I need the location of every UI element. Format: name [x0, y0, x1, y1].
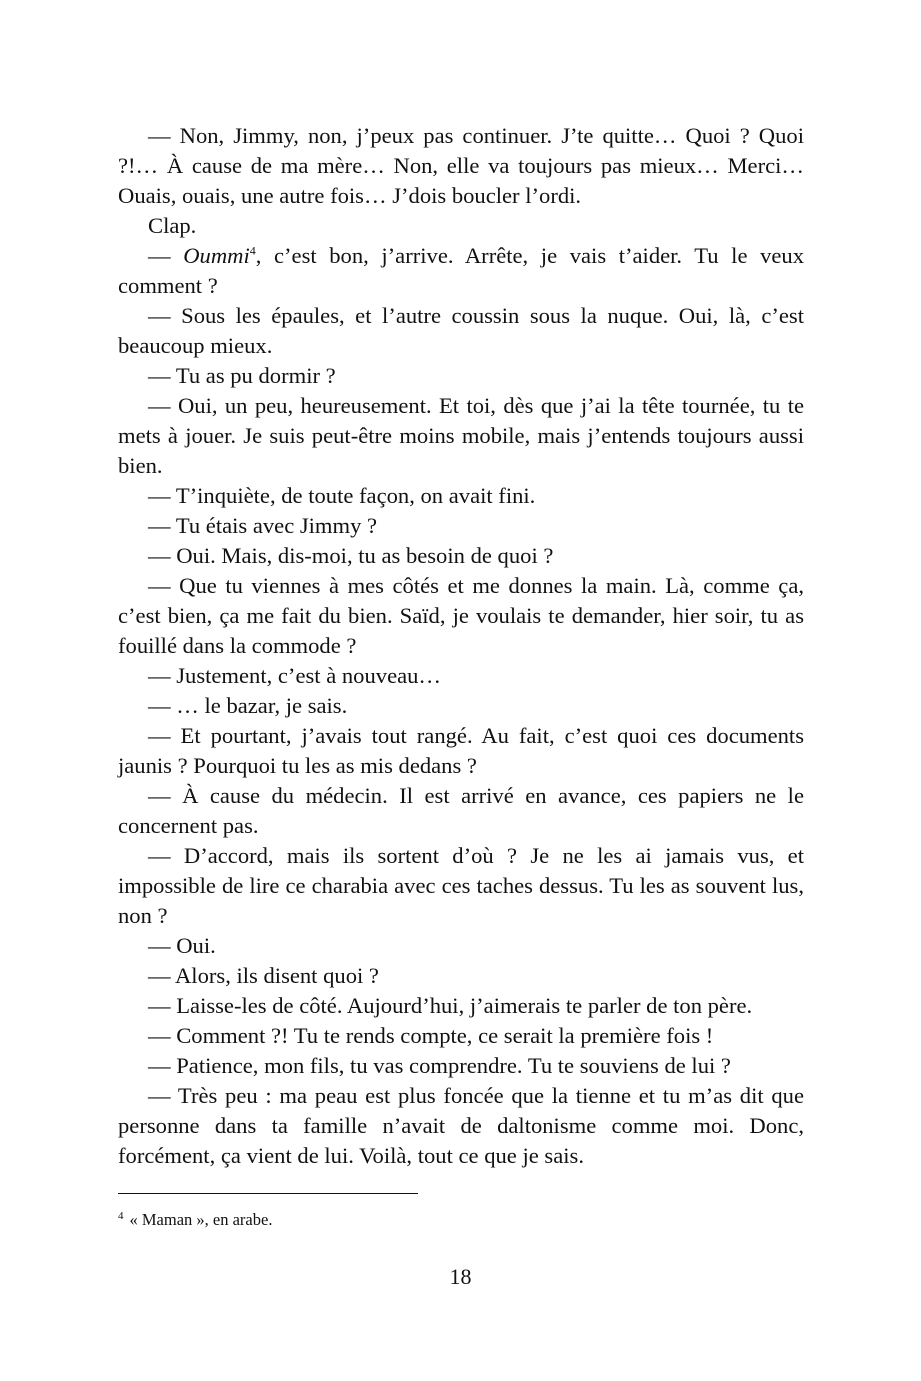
paragraph: — Alors, ils disent quoi ?	[148, 963, 379, 988]
paragraph: — Oui, un peu, heureusement. Et toi, dès que j’ai la tête tournée, tu te mets à jouer. Je suis peut-être moins mobile, mais j’entends toujours aussi bien.	[118, 393, 804, 478]
paragraph: — Oui.	[148, 933, 216, 958]
paragraph: — Sous les épaules, et l’autre coussin sous la nuque. Oui, là, c’est beaucoup mieux.	[118, 303, 804, 358]
footnote-divider	[118, 1193, 418, 1194]
footnote-reference: 4	[249, 243, 256, 258]
italic-word: Oummi	[183, 243, 250, 268]
paragraph: — Tu étais avec Jimmy ?	[148, 513, 378, 538]
paragraph: — À cause du médecin. Il est arrivé en avance, ces papiers ne le concernent pas.	[118, 783, 804, 838]
footnote-text: « Maman », en arabe.	[129, 1210, 273, 1229]
paragraph: — D’accord, mais ils sortent d’où ? Je ne les ai jamais vus, et impossible de lire ce charabia avec ces taches dessus. Tu les as souvent lus, non ?	[118, 843, 804, 928]
paragraph: — Patience, mon fils, tu vas comprendre. Tu te souviens de lui ?	[148, 1053, 731, 1078]
paragraph	[118, 241, 804, 301]
paragraph: — Tu as pu dormir ?	[148, 363, 336, 388]
paragraph-rest: , c’est bon, j’arrive. Arrête, je vais t’aider. Tu le veux comment ?	[118, 243, 804, 298]
page-number: 18	[449, 1264, 472, 1289]
paragraph: — Non, Jimmy, non, j’peux pas continuer. J’te quitte… Quoi ? Quoi ?!… À cause de ma mère… Non, elle va toujours pas mieux… Merci… Ouais, ouais, une autre fois… J’dois boucler l’ordi.	[118, 123, 804, 208]
paragraph: — T’inquiète, de toute façon, on avait fini.	[148, 483, 536, 508]
paragraph: — Et pourtant, j’avais tout rangé. Au fait, c’est quoi ces documents jaunis ? Pourquoi tu les as mis dedans ?	[118, 723, 804, 778]
paragraph: Clap.	[148, 213, 197, 238]
footnote	[118, 1209, 804, 1231]
footnote-number: 4	[118, 1209, 124, 1222]
paragraph: — … le bazar, je sais.	[148, 693, 348, 718]
paragraph: — Justement, c’est à nouveau…	[148, 663, 442, 688]
paragraph: — Très peu : ma peau est plus foncée que la tienne et tu m’as dit que personne dans ta famille n’avait de daltonisme comme moi. Donc, forcément, ça vient de lui. Voilà, tout ce que je sais.	[118, 1083, 804, 1168]
paragraph: — Oui. Mais, dis-moi, tu as besoin de quoi ?	[148, 543, 554, 568]
paragraph: — Que tu viennes à mes côtés et me donnes la main. Là, comme ça, c’est bien, ça me fait du bien. Saïd, je voulais te demander, hier soir, tu as fouillé dans la commode ?	[118, 573, 804, 658]
paragraph: — Comment ?! Tu te rends compte, ce serait la première fois !	[148, 1023, 714, 1048]
body-text	[118, 121, 804, 1171]
paragraph: — Laisse-les de côté. Aujourd’hui, j’aimerais te parler de ton père.	[148, 993, 753, 1018]
dialogue-dash: —	[148, 243, 184, 268]
